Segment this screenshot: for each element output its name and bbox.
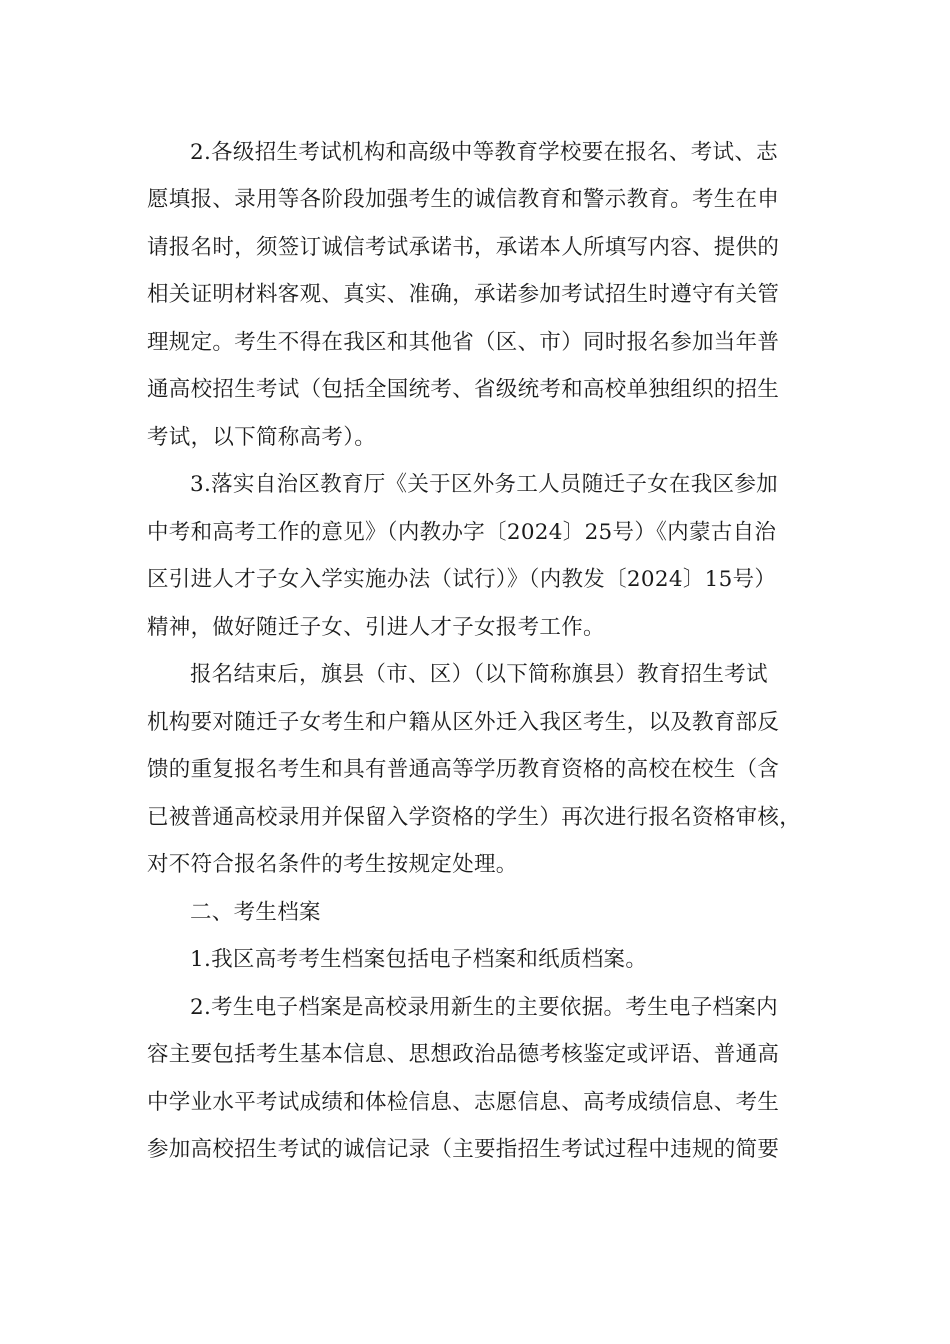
- text-line: 对不符合报名条件的考生按规定处理。: [147, 852, 518, 877]
- text-line: 容主要包括考生基本信息、思想政治品德考核鉴定或评语、普通高: [147, 1042, 780, 1067]
- text-line: 3.落实自治区教育厅《关于区外务工人员随迁子女在我区参加: [190, 472, 778, 497]
- text-line: 相关证明材料客观、真实、准确，承诺参加考试招生时遵守有关管: [147, 282, 780, 307]
- text-line: 中学业水平考试成绩和体检信息、志愿信息、高考成绩信息、考生: [147, 1090, 780, 1115]
- text-line: 精神，做好随迁子女、引进人才子女报考工作。: [147, 615, 605, 640]
- text-line: 考试，以下简称高考）。: [147, 425, 377, 450]
- text-line: 参加高校招生考试的诚信记录（主要指招生考试过程中违规的简要: [147, 1137, 780, 1162]
- text-line: 请报名时，须签订诚信考试承诺书，承诺本人所填写内容、提供的: [147, 235, 780, 260]
- text-line: 区引进人才子女入学实施办法（试行）》（内教发〔2024〕15号）: [147, 567, 777, 592]
- text-line: 中考和高考工作的意见》（内教办字〔2024〕25号）《内蒙古自治: [147, 520, 777, 545]
- text-line: 已被普通高校录用并保留入学资格的学生）再次进行报名资格审核，: [147, 805, 802, 830]
- text-line: 理规定。考生不得在我区和其他省（区、市）同时报名参加当年普: [147, 330, 780, 355]
- text-line: 机构要对随迁子女考生和户籍从区外迁入我区考生，以及教育部反: [147, 710, 780, 735]
- text-line: 2.考生电子档案是高校录用新生的主要依据。考生电子档案内: [190, 995, 778, 1020]
- text-line: 馈的重复报名考生和具有普通高等学历教育资格的高校在校生（含: [147, 757, 780, 782]
- text-line: 通高校招生考试（包括全国统考、省级统考和高校单独组织的招生: [147, 377, 780, 402]
- text-line: 报名结束后，旗县（市、区）（以下简称旗县）教育招生考试: [190, 662, 768, 687]
- section-heading: 二、考生档案: [190, 900, 321, 925]
- text-line: 2.各级招生考试机构和高级中等教育学校要在报名、考试、志: [190, 140, 778, 165]
- text-line: 愿填报、录用等各阶段加强考生的诚信教育和警示教育。考生在申: [147, 187, 780, 212]
- text-line: 1.我区高考考生档案包括电子档案和纸质档案。: [190, 947, 648, 972]
